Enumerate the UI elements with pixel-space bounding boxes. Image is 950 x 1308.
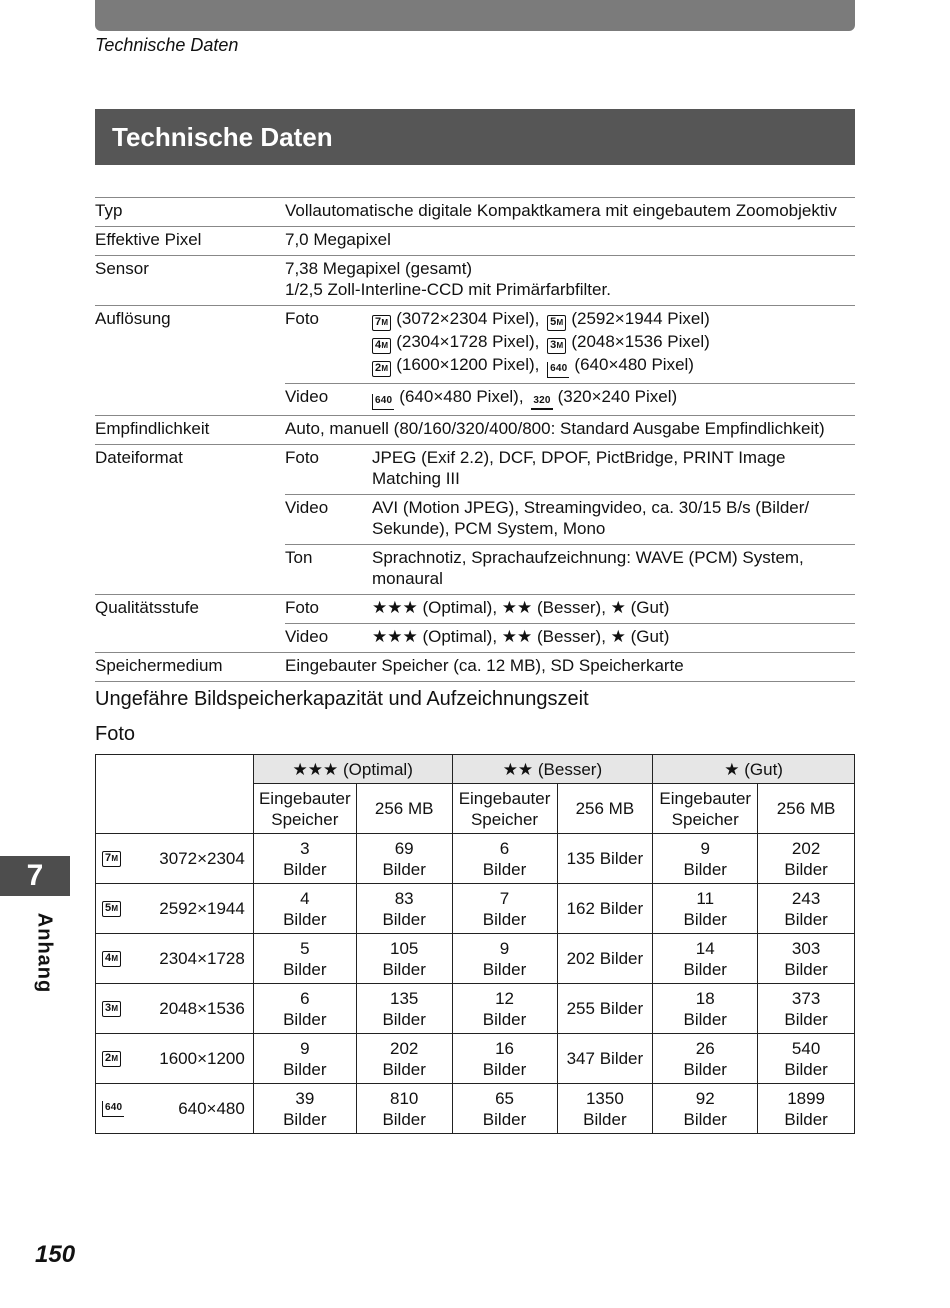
capacity-unit: Bilder (283, 1059, 327, 1079)
table-row (96, 884, 855, 934)
resolution-text: (3072×2304 Pixel), (396, 309, 540, 328)
spec-subgroup (285, 306, 855, 415)
resolution-4m-icon: 4M (102, 951, 121, 967)
resolution-text: (640×480 Pixel) (574, 355, 694, 374)
capacity-value: 7 (499, 888, 510, 908)
capacity-cell (758, 834, 855, 884)
capacity-unit: Bilder (683, 959, 727, 979)
capacity-value: 6 (300, 988, 310, 1008)
capacity-value: 540 (791, 1038, 821, 1058)
resolution-640-icon: 640 (547, 362, 569, 378)
capacity-value: 69 (394, 838, 414, 858)
capacity-cell (653, 934, 758, 984)
capacity-cell (557, 1034, 653, 1084)
capacity-unit: Bilder (382, 1009, 426, 1029)
capacity-cell (557, 884, 653, 934)
capacity-body (96, 834, 855, 1134)
capacity-unit: Bilder (784, 959, 828, 979)
table-row (96, 934, 855, 984)
capacity-value: 5 (300, 938, 310, 958)
resolution-line (372, 331, 855, 354)
memory-header: Eingebauter Speicher (253, 784, 356, 834)
spec-subvalue: ★★★ (Optimal), ★★ (Besser), ★ (Gut) (372, 627, 670, 646)
quality-header-row (96, 755, 855, 784)
resolution-line (372, 308, 855, 331)
resolution-5m-icon: 5M (102, 901, 121, 917)
capacity-cell (653, 1034, 758, 1084)
capacity-unit: Bilder (683, 1109, 727, 1129)
capacity-cell (253, 1084, 356, 1134)
capacity-cell (356, 1034, 452, 1084)
capacity-unit: Bilder (283, 1009, 327, 1029)
sensor-line-1: 7,38 Megapixel (gesamt) (285, 259, 473, 278)
capacity-cell (557, 1084, 653, 1134)
resolution-line (372, 354, 855, 378)
capacity-value: 105 (389, 938, 419, 958)
spec-subrow-foto (285, 306, 855, 384)
capacity-unit: Bilder (599, 849, 644, 868)
capacity-cell (356, 984, 452, 1034)
spec-subrow (285, 595, 855, 624)
capacity-cell (653, 984, 758, 1034)
capacity-value: 92 (695, 1088, 715, 1108)
capacity-value: 202 (791, 838, 821, 858)
chapter-number: 7 (26, 859, 44, 892)
capacity-value: 347 (566, 1049, 595, 1068)
capacity-unit: Bilder (683, 909, 727, 929)
capacity-unit: Bilder (683, 1009, 727, 1029)
spec-row-sensor (95, 256, 855, 306)
capacity-value: 135 (566, 849, 595, 868)
spec-sublabel: Video (285, 627, 329, 646)
capacity-value: 202 (566, 949, 595, 968)
capacity-value: 12 (495, 988, 514, 1008)
capacity-value: 26 (695, 1038, 715, 1058)
spec-subrow (285, 545, 855, 594)
spec-row-typ (95, 198, 855, 227)
capacity-value: 202 (389, 1038, 419, 1058)
resolution-2m-icon: 2M (372, 361, 391, 377)
resolution-5m-icon: 5M (547, 315, 566, 331)
capacity-value: 255 (566, 999, 595, 1018)
capacity-unit: Bilder (482, 959, 527, 979)
resolution-640-icon: 640 (102, 1101, 124, 1117)
resolution-cell (96, 984, 254, 1034)
resolution-label: 640×480 (178, 1099, 245, 1118)
running-head: Technische Daten (95, 35, 239, 55)
capacity-cell (758, 1084, 855, 1134)
resolution-text: (1600×1200 Pixel), (396, 355, 540, 374)
capacity-cell (452, 834, 557, 884)
capacity-unit: Bilder (382, 1109, 426, 1129)
table-row (96, 1084, 855, 1134)
spec-label: Dateiformat (95, 448, 183, 467)
spec-subrow (285, 445, 855, 495)
capacity-cell (452, 1034, 557, 1084)
resolution-label: 1600×1200 (159, 1049, 245, 1068)
spec-sublabel: Video (285, 387, 329, 406)
capacity-value: 243 (791, 888, 821, 908)
capacity-unit: Bilder (599, 999, 644, 1018)
spec-row-speicher (95, 653, 855, 682)
resolution-cell (96, 884, 254, 934)
spec-sublabel: Foto (285, 309, 320, 328)
resolution-text: (2304×1728 Pixel), (396, 332, 540, 351)
capacity-cell (253, 1034, 356, 1084)
resolution-label: 2048×1536 (159, 999, 245, 1018)
chapter-tab (0, 856, 70, 896)
spec-subgroup (285, 445, 855, 594)
capacity-value: 11 (696, 888, 715, 908)
capacity-cell (356, 1084, 452, 1134)
capacity-value: 1899 (787, 1088, 826, 1108)
capacity-value: 1350 (585, 1088, 624, 1108)
resolution-4m-icon: 4M (372, 338, 391, 354)
spec-subvalue: JPEG (Exif 2.2), DCF, DPOF, PictBridge, PRINT Image Matching III (372, 448, 786, 488)
capacity-cell (356, 834, 452, 884)
table-row (96, 834, 855, 884)
sensor-line-2: 1/2,5 Zoll-Interline-CCD mit Primärfarbfilter. (285, 280, 611, 299)
spec-label: Sensor (95, 259, 149, 278)
spec-value: Eingebauter Speicher (ca. 12 MB), SD Speicherkarte (285, 656, 684, 675)
spec-value (285, 256, 855, 305)
chapter-label: Anhang (33, 912, 56, 994)
capacity-cell (557, 834, 653, 884)
capacity-value: 9 (499, 938, 510, 958)
resolution-cell (96, 834, 254, 884)
spec-subvalue: AVI (Motion JPEG), Streamingvideo, ca. 30/15 B/s (Bilder/ Sekunde), PCM System, Mono (372, 498, 810, 538)
resolution-text: (640×480 Pixel), (399, 387, 524, 406)
resolution-cell (96, 1034, 254, 1084)
capacity-cell (557, 984, 653, 1034)
spec-label: Speichermedium (95, 656, 223, 675)
top-bar (95, 0, 855, 31)
spec-subrow-video (285, 384, 855, 415)
page-title (95, 109, 855, 165)
capacity-heading: Ungefähre Bildspeicherkapazität und Aufzeichnungszeit (95, 688, 589, 710)
resolution-text: (2592×1944 Pixel) (571, 309, 710, 328)
capacity-cell (653, 884, 758, 934)
spec-sublabel: Video (285, 498, 329, 517)
quality-header: ★ (Gut) (653, 755, 855, 784)
resolution-text: (320×240 Pixel) (557, 387, 678, 406)
capacity-value: 14 (695, 938, 715, 958)
capacity-value: 65 (495, 1088, 514, 1108)
resolution-cell (96, 934, 254, 984)
spec-row-aufloesung (95, 306, 855, 416)
spec-label: Typ (95, 201, 123, 220)
capacity-unit: Bilder (283, 859, 327, 879)
resolution-7m-icon: 7M (102, 851, 121, 867)
spec-sublabel: Ton (285, 548, 313, 567)
capacity-value: 6 (499, 838, 510, 858)
memory-header: Eingebauter Speicher (653, 784, 758, 834)
capacity-value: 4 (300, 888, 310, 908)
capacity-value: 135 (389, 988, 419, 1008)
table-row (96, 1034, 855, 1084)
capacity-value: 810 (389, 1088, 419, 1108)
capacity-value: 39 (295, 1088, 315, 1108)
spec-subvalue: ★★★ (Optimal), ★★ (Besser), ★ (Gut) (372, 598, 670, 617)
table-row (96, 984, 855, 1034)
spec-sublabel: Foto (285, 448, 320, 467)
capacity-unit: Bilder (784, 1059, 828, 1079)
spec-subgroup (285, 595, 855, 652)
resolution-label: 2304×1728 (159, 949, 245, 968)
capacity-unit: Bilder (482, 1109, 527, 1129)
capacity-value: 16 (495, 1038, 514, 1058)
spec-row-qualitaet (95, 595, 855, 653)
capacity-value: 3 (300, 838, 310, 858)
capacity-cell (557, 934, 653, 984)
capacity-unit: Bilder (283, 959, 327, 979)
resolution-label: 3072×2304 (159, 849, 245, 868)
spec-row-pixel (95, 227, 855, 256)
capacity-unit: Bilder (382, 1059, 426, 1079)
capacity-unit: Bilder (482, 1009, 527, 1029)
resolution-video-list (372, 384, 855, 415)
memory-header: Eingebauter Speicher (452, 784, 557, 834)
spec-value: 7,0 Megapixel (285, 230, 391, 249)
quality-header: ★★ (Besser) (452, 755, 653, 784)
capacity-unit: Bilder (382, 859, 426, 879)
capacity-unit: Bilder (599, 899, 644, 918)
capacity-unit: Bilder (599, 1049, 644, 1068)
spec-label: Empfindlichkeit (95, 419, 210, 438)
resolution-text: (2048×1536 Pixel) (571, 332, 710, 351)
spec-value: Auto, manuell (80/160/320/400/800: Standard Ausgabe Empfindlichkeit) (285, 419, 825, 438)
capacity-value: 9 (700, 838, 710, 858)
capacity-cell (356, 934, 452, 984)
resolution-foto-list (372, 306, 855, 383)
capacity-value: 9 (300, 1038, 310, 1058)
capacity-cell (253, 934, 356, 984)
capacity-unit: Bilder (683, 859, 727, 879)
capacity-cell (653, 1084, 758, 1134)
capacity-unit: Bilder (283, 1109, 327, 1129)
capacity-unit: Bilder (482, 909, 527, 929)
capacity-cell (452, 934, 557, 984)
capacity-unit: Bilder (599, 949, 644, 968)
capacity-value: 83 (394, 888, 414, 908)
spec-row-empfindlichkeit (95, 416, 855, 445)
corner-cell (96, 755, 254, 834)
capacity-unit: Bilder (784, 909, 828, 929)
memory-header: 256 MB (557, 784, 653, 834)
resolution-640-icon: 640 (372, 394, 394, 410)
capacity-unit: Bilder (283, 909, 327, 929)
capacity-subheading: Foto (95, 723, 136, 745)
resolution-3m-icon: 3M (547, 338, 566, 354)
capacity-unit: Bilder (583, 1109, 627, 1129)
spec-label: Auflösung (95, 309, 171, 328)
resolution-3m-icon: 3M (102, 1001, 121, 1017)
spec-label: Effektive Pixel (95, 230, 202, 249)
capacity-cell (653, 834, 758, 884)
capacity-cell (253, 834, 356, 884)
resolution-320-icon: 320 (531, 394, 552, 410)
capacity-cell (253, 984, 356, 1034)
resolution-label: 2592×1944 (159, 899, 245, 918)
spec-subrow (285, 624, 855, 652)
resolution-cell (96, 1084, 254, 1134)
capacity-cell (452, 884, 557, 934)
capacity-unit: Bilder (683, 1059, 727, 1079)
capacity-cell (758, 1034, 855, 1084)
resolution-7m-icon: 7M (372, 315, 391, 331)
capacity-unit: Bilder (784, 1009, 828, 1029)
capacity-value: 162 (566, 899, 595, 918)
spec-label: Qualitätsstufe (95, 598, 199, 617)
capacity-unit: Bilder (382, 959, 426, 979)
capacity-value: 373 (791, 988, 821, 1008)
capacity-cell (452, 984, 557, 1034)
capacity-cell (758, 934, 855, 984)
capacity-cell (356, 884, 452, 934)
spec-table (95, 197, 855, 682)
capacity-cell (253, 884, 356, 934)
capacity-cell (758, 884, 855, 934)
spec-value: Vollautomatische digitale Kompaktkamera mit eingebautem Zoomobjektiv (285, 201, 837, 220)
memory-header: 256 MB (758, 784, 855, 834)
resolution-2m-icon: 2M (102, 1051, 121, 1067)
capacity-unit: Bilder (382, 909, 426, 929)
spec-sublabel: Foto (285, 598, 320, 617)
page-number: 150 (35, 1241, 76, 1268)
capacity-cell (452, 1084, 557, 1134)
spec-subrow (285, 495, 855, 545)
capacity-unit: Bilder (482, 859, 527, 879)
page-title-text: Technische Daten (112, 121, 333, 152)
spec-row-dateiformat (95, 445, 855, 595)
capacity-unit: Bilder (784, 1109, 828, 1129)
capacity-cell (758, 984, 855, 1034)
memory-header: 256 MB (356, 784, 452, 834)
capacity-value: 18 (695, 988, 715, 1008)
capacity-unit: Bilder (482, 1059, 527, 1079)
capacity-table (95, 754, 855, 1134)
spec-subvalue: Sprachnotiz, Sprachaufzeichnung: WAVE (PCM) System, monaural (372, 548, 804, 588)
capacity-unit: Bilder (784, 859, 828, 879)
quality-header: ★★★ (Optimal) (253, 755, 452, 784)
capacity-value: 303 (791, 938, 821, 958)
